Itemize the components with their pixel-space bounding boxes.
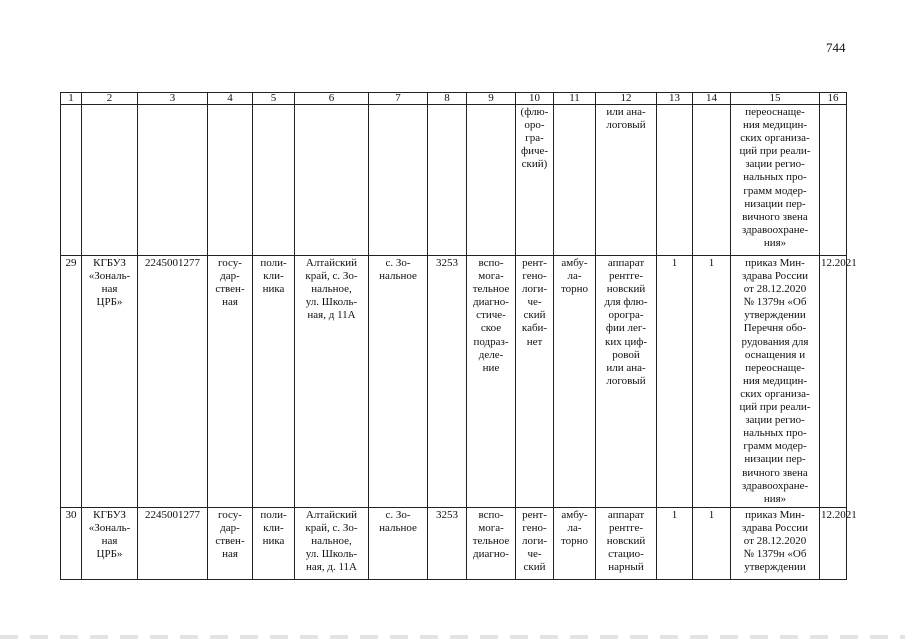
table-cell: поли- кли- ника xyxy=(253,256,295,508)
table-cell: 1 xyxy=(693,256,731,508)
table-row-30 xyxy=(61,508,847,580)
table-cell xyxy=(657,105,693,256)
table-cell: переоснаще- ния медицин- ских организа- ций при реали- зации регио- нальных про- грамм модер- низации пер- вичного звена здравоохране- ния» xyxy=(731,105,820,256)
table-cell: КГБУЗ «Зональ- ная ЦРБ» xyxy=(82,508,138,580)
table-cell: 12.2021 xyxy=(820,508,847,580)
table-cell: поли- кли- ника xyxy=(253,508,295,580)
header-cell: 1 xyxy=(61,93,82,105)
table-row-continuation xyxy=(61,105,847,256)
table-cell: приказ Мин- здрава России от 28.12.2020 № 1379н «Об утверждении Перечня обо- рудования для оснащения и переоснаще- ния медицин- ских организа- ций при реали- зации регио- нальных про- грамм модер- низации пер- вичного звена здравоохране- ния» xyxy=(731,256,820,508)
table-cell xyxy=(820,105,847,256)
table-cell: с. Зо- нальное xyxy=(369,508,428,580)
table-cell: 1 xyxy=(657,256,693,508)
table-cell xyxy=(369,105,428,256)
table-cell xyxy=(208,105,253,256)
table-cell xyxy=(61,105,82,256)
table-cell: Алтайский край, с. Зо- нальное, ул. Школь- ная, д 11А xyxy=(295,256,369,508)
table-cell: 29 xyxy=(61,256,82,508)
table-cell: 2245001277 xyxy=(138,508,208,580)
table-cell: госу- дар- ствен- ная xyxy=(208,256,253,508)
table-cell: 30 xyxy=(61,508,82,580)
table-header-row xyxy=(61,93,847,105)
header-cell: 11 xyxy=(554,93,596,105)
header-cell: 14 xyxy=(693,93,731,105)
header-cell: 9 xyxy=(467,93,516,105)
table-cell: 12.2021 xyxy=(820,256,847,508)
header-cell: 7 xyxy=(369,93,428,105)
header-cell: 13 xyxy=(657,93,693,105)
table-cell: вспо- мога- тельное диагно- xyxy=(467,508,516,580)
header-cell: 15 xyxy=(731,93,820,105)
table-cell: рент- гено- логи- че- ский каби- нет xyxy=(516,256,554,508)
table-cell: 1 xyxy=(657,508,693,580)
table-cell xyxy=(138,105,208,256)
table-cell: КГБУЗ «Зональ- ная ЦРБ» xyxy=(82,256,138,508)
header-cell: 2 xyxy=(82,93,138,105)
table-cell: Алтайский край, с. Зо- нальное, ул. Школь- ная, д. 11А xyxy=(295,508,369,580)
scan-bottom-edge xyxy=(0,635,905,639)
header-cell: 10 xyxy=(516,93,554,105)
table-cell: рент- гено- логи- че- ский xyxy=(516,508,554,580)
table-cell: (флю- оро- гра- фиче- ский) xyxy=(516,105,554,256)
header-cell: 6 xyxy=(295,93,369,105)
header-cell: 12 xyxy=(596,93,657,105)
table-cell: госу- дар- ствен- ная xyxy=(208,508,253,580)
header-cell: 4 xyxy=(208,93,253,105)
table-cell xyxy=(428,105,467,256)
table-cell: 3253 xyxy=(428,508,467,580)
table-cell xyxy=(295,105,369,256)
table-cell: амбу- ла- торно xyxy=(554,508,596,580)
table-cell: аппарат рентге- новский для флю- орогра- фии лег- ких циф- ровой или ана- логовый xyxy=(596,256,657,508)
table-cell: с. Зо- нальное xyxy=(369,256,428,508)
table-cell: аппарат рентге- новский стацио- нарный xyxy=(596,508,657,580)
header-cell: 5 xyxy=(253,93,295,105)
page-number: 744 xyxy=(826,40,846,55)
table-cell: 1 xyxy=(693,508,731,580)
table-cell: 3253 xyxy=(428,256,467,508)
table-cell: или ана- логовый xyxy=(596,105,657,256)
table-cell: вспо- мога- тельное диагно- стиче- ское подраз- деле- ние xyxy=(467,256,516,508)
header-cell: 16 xyxy=(820,93,847,105)
table-cell: приказ Мин- здрава России от 28.12.2020 № 1379н «Об утверждении xyxy=(731,508,820,580)
table-cell xyxy=(554,105,596,256)
table-cell xyxy=(82,105,138,256)
table-cell: амбу- ла- торно xyxy=(554,256,596,508)
table-cell xyxy=(467,105,516,256)
header-cell: 3 xyxy=(138,93,208,105)
table-cell xyxy=(253,105,295,256)
table-row-29 xyxy=(61,256,847,508)
table-cell xyxy=(693,105,731,256)
header-cell: 8 xyxy=(428,93,467,105)
table-cell: 2245001277 xyxy=(138,256,208,508)
equipment-table xyxy=(60,92,857,580)
